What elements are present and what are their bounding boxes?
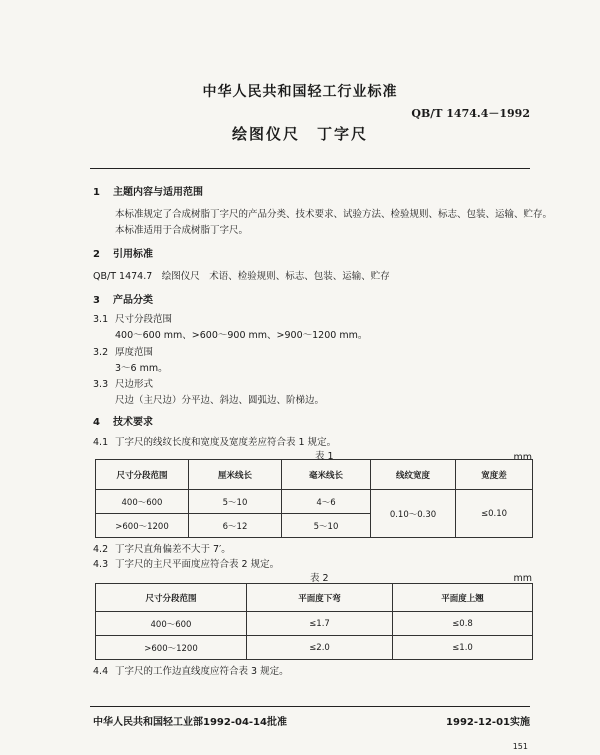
section-4-1-text: 4.1 丁字尺的线纹长度和宽度及宽度差应符合表 1 规定。 bbox=[93, 437, 337, 448]
table-row bbox=[96, 612, 533, 636]
section-3-1-heading: 3.1 尺寸分段范围 bbox=[93, 314, 173, 325]
section-1-heading: 1 主题内容与适用范围 bbox=[93, 187, 203, 198]
table-1-header: 宽度差 bbox=[456, 460, 533, 490]
referenced-standard: QB/T 1474.7 绘图仪尺 术语、检验规则、标志、包装、运输、贮存 bbox=[93, 271, 390, 282]
footer-divider bbox=[90, 706, 530, 707]
table-2-header: 尺寸分段范围 bbox=[96, 584, 247, 612]
section-4-4-text: 4.4 丁字尺的工作边直线度应符合表 3 规定。 bbox=[93, 666, 289, 677]
section-3-2-text: 3～6 mm。 bbox=[115, 363, 168, 374]
page-number: 151 bbox=[512, 742, 528, 751]
section-3-1-text: 400～600 mm、>600～900 mm、>900～1200 mm。 bbox=[115, 330, 368, 341]
table-cell: >600～1200 bbox=[96, 636, 247, 660]
table-1-caption: 表 1 bbox=[315, 451, 334, 462]
table-2-unit: mm bbox=[513, 573, 532, 584]
table-cell: >600～1200 bbox=[96, 514, 189, 538]
table-1-unit: mm bbox=[513, 452, 532, 463]
section-4-2-text: 4.2 丁字尺直角偏差不大于 7′。 bbox=[93, 544, 231, 555]
table-cell: 400～600 bbox=[96, 490, 189, 514]
section-2-heading: 2 引用标准 bbox=[93, 249, 153, 260]
section-1-paragraph-2: 本标准适用于合成树脂丁字尺。 bbox=[115, 225, 249, 236]
table-cell: 5～10 bbox=[282, 514, 371, 538]
section-3-2-heading: 3.2 厚度范围 bbox=[93, 347, 154, 358]
table-cell: 4～6 bbox=[282, 490, 371, 514]
table-1-header: 尺寸分段范围 bbox=[96, 460, 189, 490]
section-3-3-heading: 3.3 尺边形式 bbox=[93, 379, 154, 390]
table-1-header: 厘米线长 bbox=[189, 460, 282, 490]
table-2-caption: 表 2 bbox=[310, 573, 329, 584]
table-cell: 6～12 bbox=[189, 514, 282, 538]
table-row bbox=[96, 636, 533, 660]
table-1-header: 线纹宽度 bbox=[371, 460, 456, 490]
section-3-3-text: 尺边（主尺边）分平边、斜边、圆弧边、阶梯边。 bbox=[115, 395, 325, 406]
standard-code: QB/T 1474.4－1992 bbox=[411, 107, 530, 120]
table-cell-width-diff: ≤0.10 bbox=[456, 490, 533, 538]
approval-date: 中华人民共和国轻工业部1992-04-14批准 bbox=[93, 717, 287, 728]
table-cell: ≤1.0 bbox=[393, 636, 533, 660]
table-cell: 400～600 bbox=[96, 612, 247, 636]
table-2-header: 平面度上翘 bbox=[393, 584, 533, 612]
document-title: 绘图仪尺 丁字尺 bbox=[231, 125, 368, 143]
table-1-header: 毫米线长 bbox=[282, 460, 371, 490]
standard-category: 中华人民共和国轻工行业标准 bbox=[202, 84, 398, 100]
table-cell: ≤0.8 bbox=[393, 612, 533, 636]
table-row bbox=[96, 490, 533, 514]
table-cell: ≤1.7 bbox=[247, 612, 393, 636]
section-3-heading: 3 产品分类 bbox=[93, 295, 153, 306]
table-2-header: 平面度下弯 bbox=[247, 584, 393, 612]
section-1-paragraph-1: 本标准规定了合成树脂丁字尺的产品分类、技术要求、试验方法、检验规则、标志、包装、运输、贮存。 bbox=[115, 209, 553, 220]
table-cell-line-width: 0.10～0.30 bbox=[371, 490, 456, 538]
header-divider bbox=[90, 168, 530, 169]
effective-date: 1992-12-01实施 bbox=[446, 717, 530, 728]
table-2 bbox=[95, 583, 533, 660]
section-4-heading: 4 技术要求 bbox=[93, 417, 153, 428]
table-1 bbox=[95, 459, 533, 538]
section-4-3-text: 4.3 丁字尺的主尺平面度应符合表 2 规定。 bbox=[93, 559, 280, 570]
table-cell: ≤2.0 bbox=[247, 636, 393, 660]
table-cell: 5～10 bbox=[189, 490, 282, 514]
